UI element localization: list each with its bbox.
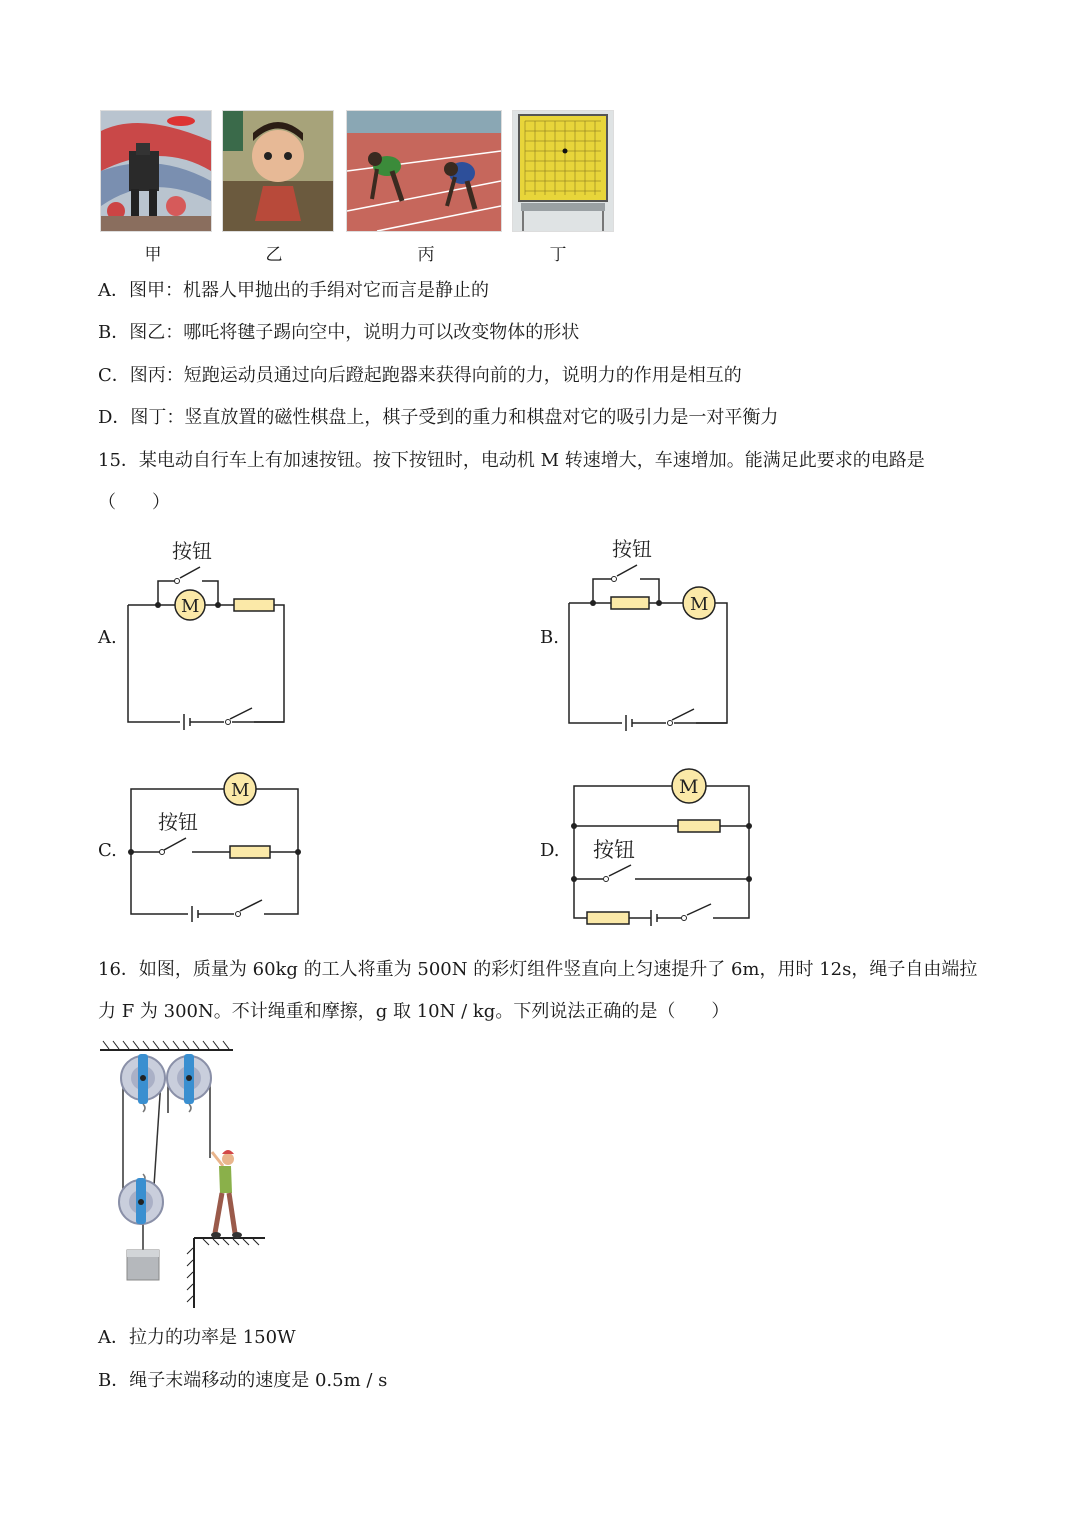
- q14-option-a: A．图甲：机器人甲抛出的手绢对它而言是静止的: [98, 280, 489, 301]
- circuit-a-motor-label: M: [181, 596, 200, 617]
- circuit-c-label: C.: [98, 840, 117, 861]
- circuit-d-button-label: 按钮: [593, 838, 635, 862]
- q15-stem-line2: （ ）: [98, 492, 170, 513]
- q14-option-d: D．图丁：竖直放置的磁性棋盘上，棋子受到的重力和棋盘对它的吸引力是一对平衡力: [98, 407, 779, 428]
- caption-ding: 丁: [549, 245, 567, 265]
- circuit-b-button-label: 按钮: [612, 537, 652, 561]
- circuit-b-motor-label: M: [690, 594, 709, 615]
- photo-bing: [346, 110, 502, 232]
- photo-yi: [222, 110, 334, 232]
- circuit-c-diagram: [120, 768, 310, 923]
- caption-yi: 乙: [265, 245, 283, 265]
- circuit-c-button-label: 按钮: [158, 810, 198, 834]
- circuit-b-label: B.: [540, 627, 559, 648]
- caption-jia: 甲: [144, 245, 162, 265]
- q16-stem-line1: 16．如图，质量为 60kg 的工人将重为 500N 的彩灯组件竖直向上匀速提升了 6m，用时 12s，绳子自由端拉: [98, 959, 978, 980]
- q16-stem-line2: 力 F 为 300N。不计绳重和摩擦，g 取 10N / kg。下列说法正确的是（ ）: [98, 1001, 730, 1022]
- circuit-b-diagram: [560, 533, 740, 733]
- q16-option-b: B．绳子末端移动的速度是 0.5m / s: [98, 1370, 388, 1391]
- photo-ding: [512, 110, 614, 232]
- circuit-d-motor-label: M: [679, 776, 699, 798]
- circuit-a-button-label: 按钮: [172, 539, 212, 563]
- circuit-a-label: A.: [98, 627, 117, 648]
- q15-stem-line1: 15．某电动自行车上有加速按钮。按下按钮时，电动机 M 转速增大，车速增加。能满足此要求的电路是: [98, 450, 925, 471]
- circuit-a-diagram: [120, 535, 300, 735]
- q16-option-a: A．拉力的功率是 150W: [98, 1327, 296, 1348]
- pulley-diagram: [95, 1038, 275, 1313]
- circuit-d-label: D.: [540, 840, 560, 861]
- circuit-d-diagram: [565, 765, 760, 935]
- photo-jia: [100, 110, 212, 232]
- caption-bing: 丙: [417, 245, 435, 265]
- circuit-c-motor-label: M: [231, 780, 250, 801]
- q14-option-b: B．图乙：哪吒将毽子踢向空中，说明力可以改变物体的形状: [98, 322, 580, 343]
- q14-option-c: C．图丙：短跑运动员通过向后蹬起跑器来获得向前的力，说明力的作用是相互的: [98, 365, 742, 386]
